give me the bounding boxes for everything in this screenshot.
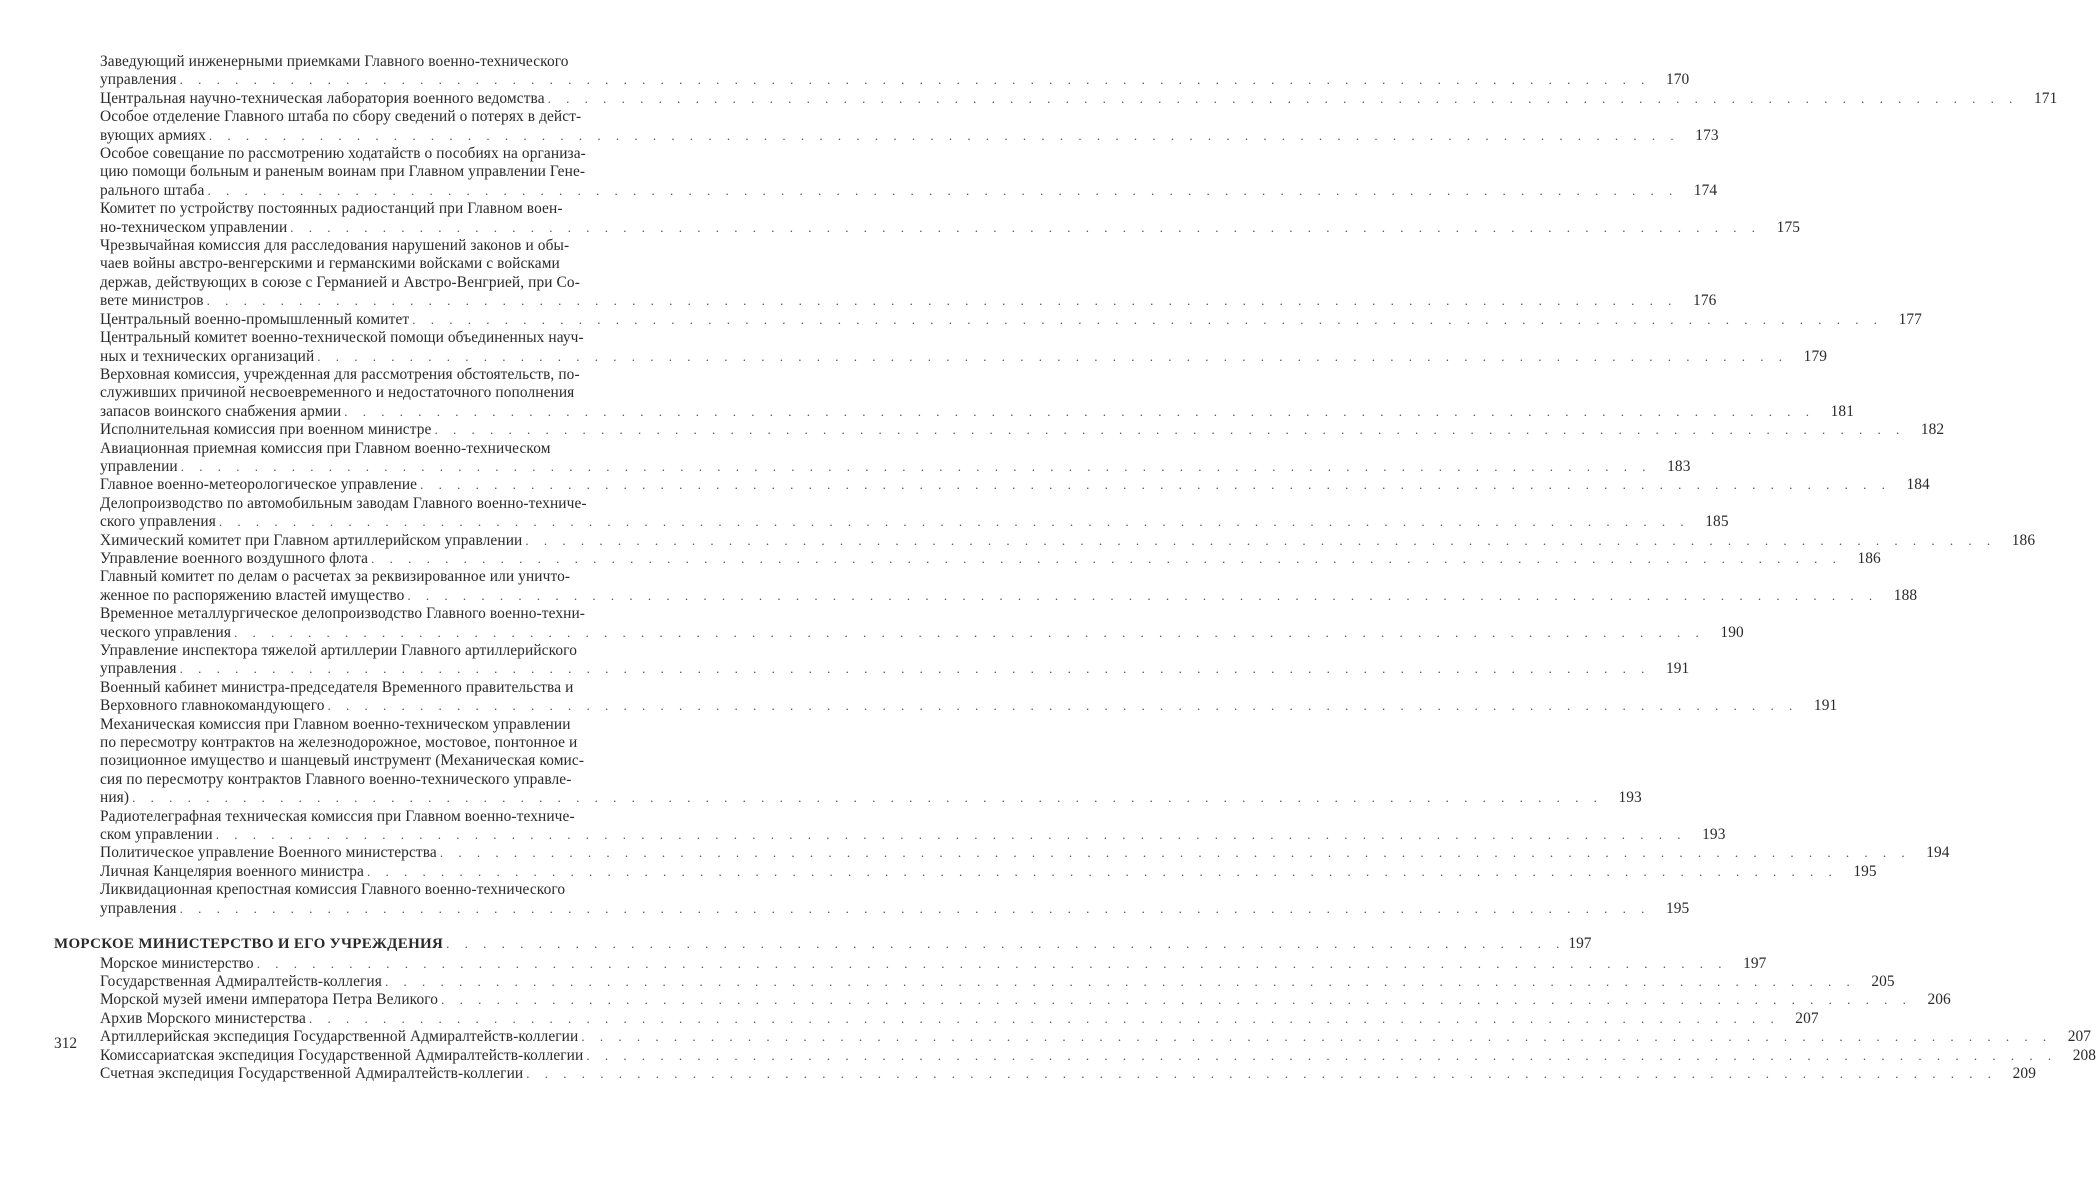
toc-entry-title: Артиллерийская экспедиция Государственной Адмиралтейств-коллегии: [100, 1028, 579, 1046]
toc-entry-line: Особое совещание по рассмотрению ходатайств о пособиях на организа-: [100, 145, 586, 163]
toc-entries: [100, 53, 2058, 918]
toc-entry-final-line: [100, 1064, 2036, 1083]
toc-entry-page: 173: [1695, 126, 1719, 144]
toc-entry-page: 194: [1926, 844, 1950, 862]
leader-dots: . . . . . . . . . . . . . . . . . . . . . . . . . . . . . . . . . . . . . . . . . . . . . . . . . . . . . . . . . . . . . . . . . . . . . . . . . . . . . . . .: [407, 587, 1879, 603]
toc-entry-final-line: [100, 1046, 2096, 1065]
toc-entry-line: Временное металлургическое делопроизводство Главного военно-техни-: [100, 605, 586, 623]
toc-entry-line: сия по пересмотру контрактов Главного военно-технического управле-: [100, 770, 572, 788]
toc-entry-line: Главный комитет по делам о расчетах за реквизированное или уничто-: [100, 568, 571, 586]
toc-entry-page: 197: [1743, 954, 1767, 972]
toc-entry-final-line: [100, 623, 1744, 642]
toc-entry-final-line: [100, 402, 1855, 421]
toc-entry-title: Химический комитет при Главном артиллерийском управлении: [100, 531, 523, 549]
toc-entry-page: 177: [1898, 310, 1922, 328]
toc-entry-page: 188: [1893, 586, 1918, 604]
toc-entry-page: 209: [2012, 1064, 2036, 1082]
toc-entry-page: 191: [1813, 697, 1838, 715]
toc-entry-final-line: [100, 991, 1951, 1009]
leader-dots: . . . . . . . . . . . . . . . . . . . . . . . . . . . . . . . . . . . . . . . . . . . . . . . . . . . . . . . . . . . . . . . . . . . . . . . . . . . . . . . .: [526, 1065, 1997, 1081]
toc-entry-line: Ликвидационная крепостная комиссия Главного военно-технического: [100, 881, 566, 899]
leader-dots: . . . . . . . . . . . . . . . . . . . . . . . . . . . . . . . . . . . . . . . . . . . . . . . . . . . . . . . . . . . . . . . . . . . . . . . . . . . . . . . .: [290, 219, 1762, 235]
leader-dots: . . . . . . . . . . . . . . . . . . . . . . . . . . . . . . . . . . . . . . . . . . . . . . . . . . . . . . . . . . . . . . . . . . . . . . . . . . . . . . . .: [256, 955, 1728, 971]
toc-entry: [100, 549, 1881, 568]
toc-entry-final-line: [100, 826, 1726, 844]
toc-entry: [100, 53, 1690, 90]
leader-dots: . . . . . . . . . . . . . . . . . . . . . . . . . . . . . . . . . . . . . . . . . . . . . . . . . . . . . . . . . . . . . . . . . . . . . . . . . . . . . . . .: [547, 90, 2019, 106]
toc-entry-page: 207: [2067, 1028, 2092, 1046]
toc-entry-page: 206: [1927, 991, 1951, 1009]
leader-dots: . . . . . . . . . . . . . . . . . . . . . . . . . . . . . . . . . . . . . . . . . . . . . . . . . . . . . . . . . . . . . . . . . . . . . . . . . . . . . . . .: [412, 311, 1883, 327]
toc-entry-line: держав, действующих в союзе с Германией и Австро-Венгрией, при Со-: [100, 273, 580, 291]
toc-entry-title: Центральный военно-промышленный комитет: [100, 310, 410, 328]
toc-entry-final-line: [100, 126, 1719, 145]
toc-entry-final-line: [100, 697, 1838, 715]
toc-entry: [100, 476, 1930, 494]
toc-entry: [100, 678, 1838, 716]
toc-entry-final-line: [100, 476, 1930, 494]
toc-entry-line: цию помощи больным и раненым воинам при Главном управлении Гене-: [100, 163, 586, 181]
toc-entry-final-line: [100, 89, 2058, 108]
toc-entry-page: 191: [1665, 660, 1690, 678]
toc-entry-line: Военный кабинет министра-председателя Временного правительства и: [100, 678, 574, 696]
toc-entry-line: Делопроизводство по автомобильным заводам Главного военно-техниче-: [100, 494, 587, 512]
leader-dots: . . . . . . . . . . . . . . . . . . . . . . . . . . . . . . . . . . . . . . . . . . . . . . . . . . . . . . . . . . . . . . . . . . . . . . . . . . . . . . . .: [420, 477, 1891, 493]
toc-entry-line: Центральный комитет военно-технической помощи объединенных науч-: [100, 329, 584, 347]
toc-entry-final-line: [100, 421, 1945, 439]
toc-entry-page: 179: [1803, 347, 1828, 365]
toc-entry-page: 190: [1720, 623, 1744, 641]
toc-entry-title: Морское министерство: [100, 954, 254, 972]
toc-entry: [100, 1064, 2036, 1083]
toc-entry-line: Чрезвычайная комиссия для расследования нарушений законов и обы-: [100, 237, 570, 255]
leader-dots: . . . . . . . . . . . . . . . . . . . . . . . . . . . . . . . . . . . . . . . . . . . . . . . . . . . . . . . . . . . . . . . . . . . . . . . . . . . . . . . .: [366, 863, 1838, 879]
toc-entry-final-line: [100, 1009, 1819, 1028]
toc-entry-line: Авиационная приемная комиссия при Главном военно-техническом: [100, 439, 551, 457]
toc-entry-page: 171: [2034, 89, 2058, 107]
toc-entry-page: 176: [1693, 292, 1717, 310]
toc-entry-page: 193: [1618, 789, 1642, 807]
toc-entry-title: ческого управления: [100, 623, 232, 641]
toc-entry-title: Комиссариатская экспедиция Государственной Адмиралтейств-коллегии: [100, 1046, 584, 1064]
toc-entry: [100, 531, 2036, 550]
toc-entry: [100, 89, 2058, 108]
toc-entry-final-line: [100, 292, 1717, 310]
leader-dots: . . . . . . . . . . . . . . . . . . . . . . . . . . . . . . . . . . . . . . . . . . . . . . . . . . . . . . . . . . . . . . . . . . . . . . . . . . . . . . . .: [434, 422, 1906, 438]
toc-entry-title: Счетная экспедиция Государственной Адмиралтейств-коллегии: [100, 1064, 524, 1082]
toc-entry-title: Центральная научно-техническая лаборатория военного ведомства: [100, 89, 545, 107]
toc-entry-page: 207: [1795, 1009, 1819, 1027]
toc-entry-final-line: [100, 347, 1828, 366]
toc-entry: [100, 145, 1718, 200]
toc-entry-title: вующих армиях: [100, 126, 206, 144]
leader-dots: . . . . . . . . . . . . . . . . . . . . . . . . . . . . . . . . . . . . . . . . . . . . . . . . . . . . . . . . . . . . . . . . . . . . . . . . . . . . . . . .: [206, 293, 1678, 309]
toc-entry-line: Комитет по устройству постоянных радиостанций при Главном воен-: [100, 200, 563, 218]
toc-entry-final-line: [100, 899, 1690, 918]
leader-dots: . . . . . . . . . . . . . . . . . . . . . . . . . . . . . . . . . . . . . . . . . . . . . . . . . . . . . . . . . . . . . . . . . . . . . . . . . . . . . . . .: [180, 458, 1652, 474]
toc-entry-page: 175: [1776, 218, 1801, 236]
toc-entry: [100, 715, 1642, 808]
leader-dots: . . . . . . . . . . . . . . . . . . . . . . . . . . . . . . . . . . . . . . . . . . . . . . . . . . . . . . . . . . . . . . . . . . . . . . . . . . . . . . . .: [344, 403, 1816, 419]
leader-dots: . . . . . . . . . . . . . . . . . . . . . . . . . . . . . . . . . . . . . . . . . . . . . . . . . . . . . . . . . . . . . . . . . . . . . . . . . . . . . . . .: [132, 790, 1603, 806]
toc-entry: [100, 862, 1877, 881]
toc-entry-page: 170: [1665, 71, 1690, 89]
toc-entry-final-line: [100, 1028, 2092, 1046]
leader-dots: . . . . . . . . . . . . . . . . . . . . . . . . . . . . . . . . . . . . . . . . . . . . . . . . . . . . . . . . . . . . . . . . . . . . . . . . . . . . . . . .: [441, 992, 1912, 1008]
toc-entry-page: 195: [1853, 862, 1877, 880]
leader-dots: . . . . . . . . . . . . . . . . . . . . . . . . . . . . . . . . . . . . . . . . . . . . . . . . . . . . . . . . . . . . . . . . . . . . . . . . . . . . . . . .: [327, 698, 1799, 714]
toc-entry: [100, 108, 1719, 145]
toc-entry: [100, 1028, 2092, 1046]
toc-entry-title: ского управления: [100, 513, 216, 531]
leader-dots: . . . . . . . . . . . . . . . . . . . . . . . . . . . . . . . . . . . . . . . . . . . . . . . . . . . . . . . . . . . . . . . . . . . . . . . . . . . . . . . .: [218, 514, 1690, 530]
toc-entry: [100, 310, 1922, 329]
section-page: 197: [1568, 935, 1592, 953]
toc-entry-title: Государственная Адмиралтейств-коллегия: [100, 972, 382, 990]
toc-entry-final-line: [100, 586, 1918, 605]
leader-dots: . . . . . . . . . . . . . . . . . . . . . . . . . . . . . . . . . . . . . . . . . . . . . . . . . . . . . . . . . . . . . . . . . . . . . . . . . . . . . . . .: [207, 182, 1679, 198]
toc-entry: [100, 200, 1801, 237]
toc-entry: [100, 1009, 1819, 1028]
toc-entry-title: вете министров: [100, 292, 204, 310]
toc-entry-line: Особое отделение Главного штаба по сбору сведений о потерях в дейст-: [100, 108, 582, 126]
toc-entry-title: управлении: [100, 457, 178, 475]
toc-entry-final-line: [100, 844, 1950, 862]
toc-entry-page: 186: [1857, 549, 1881, 567]
toc-entry-final-line: [100, 71, 1690, 89]
toc-entry-line: Механическая комиссия при Главном военно-техническом управлении: [100, 715, 571, 733]
toc-entry-page: 193: [1702, 826, 1726, 844]
toc-entry: [100, 365, 1855, 421]
toc-entry-final-line: [100, 549, 1881, 568]
toc-entry-line: позиционное имущество и шанцевый инструмент (Механическая комис-: [100, 752, 585, 770]
toc-entry-final-line: [100, 660, 1690, 678]
toc-entry-title: управления: [100, 71, 177, 89]
toc-entry-title: ния): [100, 789, 130, 807]
page-number: 312: [54, 1035, 78, 1052]
section-heading: [54, 935, 1592, 953]
leader-dots: . . . . . . . . . . . . . . . . . . . . . . . . . . . . . . . . . . . . . . . . . . . . . . . . . . . . . . . . . . . . .: [446, 936, 1566, 952]
toc-entry-line: чаев войны австро-венгерскими и германскими войсками с войсками: [100, 255, 560, 273]
leader-dots: . . . . . . . . . . . . . . . . . . . . . . . . . . . . . . . . . . . . . . . . . . . . . . . . . . . . . . . . . . . . . . . . . . . . . . . . . . . . . . . .: [525, 532, 1997, 548]
leader-dots: . . . . . . . . . . . . . . . . . . . . . . . . . . . . . . . . . . . . . . . . . . . . . . . . . . . . . . . . . . . . . . . . . . . . . . . . . . . . . . . .: [179, 72, 1651, 88]
leader-dots: . . . . . . . . . . . . . . . . . . . . . . . . . . . . . . . . . . . . . . . . . . . . . . . . . . . . . . . . . . . . . . . . . . . . . . . . . . . . . . . .: [317, 348, 1789, 364]
toc-entry-page: 184: [1906, 476, 1930, 494]
toc-entry: [100, 237, 1717, 311]
toc-entry-page: 185: [1705, 513, 1729, 531]
toc-entry-title: ском управлении: [100, 826, 213, 844]
toc-entry-title: Главное военно-метеорологическое управление: [100, 476, 418, 494]
toc-entry-title: Личная Канцелярия военного министра: [100, 862, 364, 880]
toc-entry-page: 181: [1830, 402, 1855, 420]
toc-entry-title: женное по распоряжению властей имущество: [100, 586, 405, 604]
toc-entry-title: рального штаба: [100, 181, 205, 199]
toc-entry-page: 205: [1871, 972, 1895, 990]
section-entries: [100, 954, 2096, 1084]
toc-entry-final-line: [100, 181, 1718, 200]
toc-entry: [100, 972, 1895, 991]
toc-entry: [100, 954, 1767, 973]
leader-dots: . . . . . . . . . . . . . . . . . . . . . . . . . . . . . . . . . . . . . . . . . . . . . . . . . . . . . . . . . . . . . . . . . . . . . . . . . . . . . . . .: [581, 1029, 2053, 1045]
toc-entry-line: по пересмотру контрактов на железнодорожное, мостовое, понтонное и: [100, 734, 578, 752]
toc-entry: [100, 844, 1950, 862]
leader-dots: . . . . . . . . . . . . . . . . . . . . . . . . . . . . . . . . . . . . . . . . . . . . . . . . . . . . . . . . . . . . . . . . . . . . . . . . . . . . . . . .: [179, 900, 1651, 916]
toc-entry-final-line: [100, 218, 1801, 237]
toc-entry: [100, 881, 1690, 918]
leader-dots: . . . . . . . . . . . . . . . . . . . . . . . . . . . . . . . . . . . . . . . . . . . . . . . . . . . . . . . . . . . . . . . . . . . . . . . . . . . . . . . .: [208, 127, 1680, 143]
toc-entry: [100, 329, 1828, 366]
toc-entry-page: 195: [1665, 899, 1690, 917]
toc-entry-line: Заведующий инженерными приемками Главного военно-технического: [100, 53, 569, 70]
toc-entry: [100, 421, 1945, 439]
toc-entry-title: запасов воинского снабжения армии: [100, 402, 342, 420]
toc-entry-final-line: [100, 789, 1642, 807]
toc-entry-title: Архив Морского министерства: [100, 1009, 306, 1027]
leader-dots: . . . . . . . . . . . . . . . . . . . . . . . . . . . . . . . . . . . . . . . . . . . . . . . . . . . . . . . . . . . . . . . . . . . . . . . . . . . . . . . .: [586, 1047, 2058, 1063]
toc-entry: [100, 439, 1691, 477]
toc-entry-title: но-техническом управлении: [100, 218, 288, 236]
toc-entry-final-line: [100, 457, 1691, 476]
leader-dots: . . . . . . . . . . . . . . . . . . . . . . . . . . . . . . . . . . . . . . . . . . . . . . . . . . . . . . . . . . . . . . . . . . . . . . . . . . . . . . . .: [439, 845, 1911, 861]
toc-entry-title: Морской музей имени императора Петра Великого: [100, 991, 439, 1009]
leader-dots: . . . . . . . . . . . . . . . . . . . . . . . . . . . . . . . . . . . . . . . . . . . . . . . . . . . . . . . . . . . . . . . . . . . . . . . . . . . . . . . .: [234, 624, 1705, 640]
toc-entry-line: Радиотелеграфная техническая комиссия при Главном военно-техниче-: [100, 807, 575, 825]
toc-entry: [100, 991, 1951, 1009]
toc-entry-page: 186: [2011, 531, 2036, 549]
toc-entry-title: ных и технических организаций: [100, 347, 315, 365]
toc-entry-final-line: [100, 531, 2036, 550]
leader-dots: . . . . . . . . . . . . . . . . . . . . . . . . . . . . . . . . . . . . . . . . . . . . . . . . . . . . . . . . . . . . . . . . . . . . . . . . . . . . . . . .: [384, 973, 1856, 989]
toc-entry: [100, 568, 1918, 605]
toc-entry-title: Политическое управление Военного министерства: [100, 844, 437, 862]
toc-entry-title: Верховного главнокомандующего: [100, 697, 325, 715]
section-title: МОРСКОЕ МИНИСТЕРСТВО И ЕГО УЧРЕЖДЕНИЯ: [54, 936, 444, 953]
leader-dots: . . . . . . . . . . . . . . . . . . . . . . . . . . . . . . . . . . . . . . . . . . . . . . . . . . . . . . . . . . . . . . . . . . . . . . . . . . . . . . . .: [308, 1010, 1780, 1026]
toc-entry-final-line: [100, 972, 1895, 991]
toc-entry-title: Исполнительная комиссия при военном министре: [100, 421, 432, 439]
toc-entry-line: Верховная комиссия, учрежденная для рассмотрения обстоятельств, по-: [100, 365, 580, 383]
toc-entry-page: 208: [2072, 1046, 2096, 1064]
toc-entry-page: 183: [1667, 457, 1691, 475]
toc-entry: [100, 494, 1729, 532]
leader-dots: . . . . . . . . . . . . . . . . . . . . . . . . . . . . . . . . . . . . . . . . . . . . . . . . . . . . . . . . . . . . . . . . . . . . . . . . . . . . . . . .: [371, 550, 1842, 566]
toc-entry-title: управления: [100, 660, 177, 678]
toc-entry: [100, 642, 1690, 679]
toc-entry-line: служивших причиной несвоевременного и недостаточного пополнения: [100, 384, 575, 402]
toc-entry-title: Управление военного воздушного флота: [100, 549, 369, 567]
toc-entry-title: управления: [100, 899, 177, 917]
toc-entry-final-line: [100, 513, 1729, 531]
toc-entry-final-line: [100, 310, 1922, 329]
toc-entry-final-line: [100, 862, 1877, 881]
toc-entry-page: 182: [1920, 421, 1945, 439]
toc-entry: [100, 807, 1726, 845]
toc-entry: [100, 605, 1744, 642]
toc-entry: [100, 1046, 2096, 1065]
toc-entry-page: 174: [1693, 181, 1718, 199]
toc-entry-line: Управление инспектора тяжелой артиллерии Главного артиллерийского: [100, 642, 577, 659]
leader-dots: . . . . . . . . . . . . . . . . . . . . . . . . . . . . . . . . . . . . . . . . . . . . . . . . . . . . . . . . . . . . . . . . . . . . . . . . . . . . . . . .: [179, 661, 1651, 677]
leader-dots: . . . . . . . . . . . . . . . . . . . . . . . . . . . . . . . . . . . . . . . . . . . . . . . . . . . . . . . . . . . . . . . . . . . . . . . . . . . . . . . .: [215, 827, 1687, 843]
toc-entry-final-line: [100, 954, 1767, 973]
